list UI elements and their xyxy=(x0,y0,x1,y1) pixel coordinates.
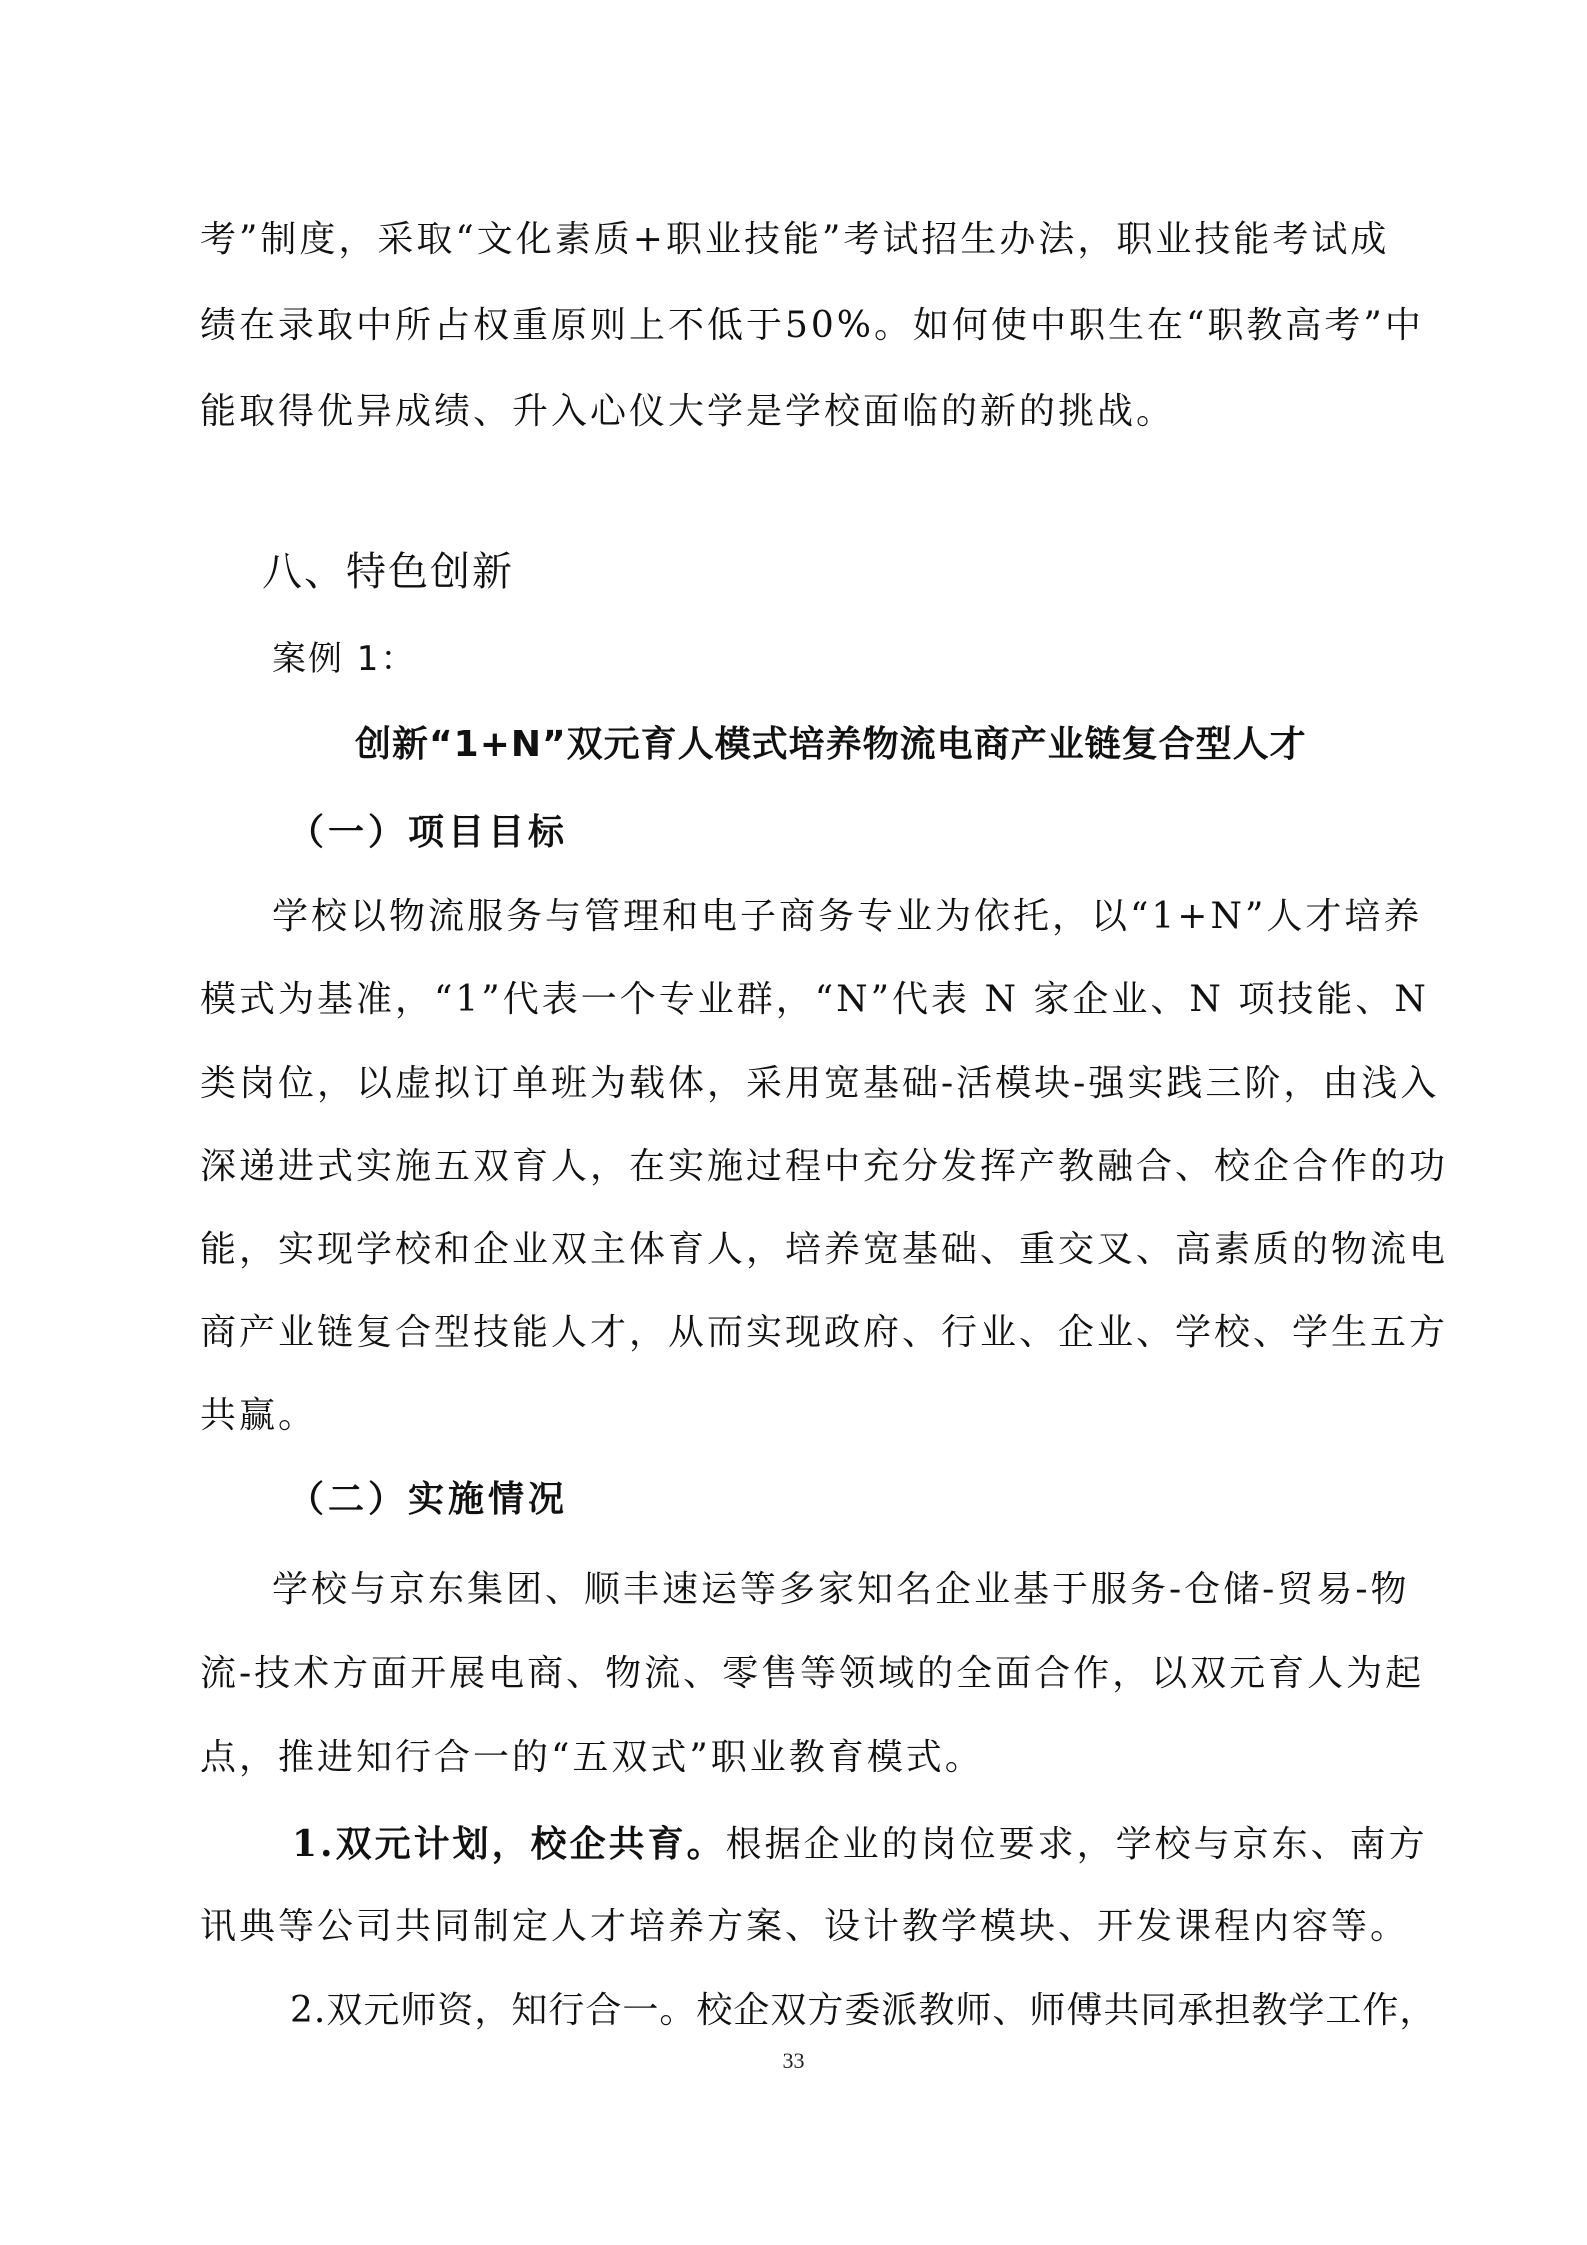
item-2-line-1: 2.双元师资，知行合一。校企双方委派教师、师傅共同承担教学工作， xyxy=(290,1990,1437,2031)
goal-heading: （一）项目目标 xyxy=(288,811,569,853)
intro-line-1: 考”制度，采取“文化素质+职业技能”考试招生办法，职业技能考试成 xyxy=(200,219,1390,260)
goal-line-6: 商产业链复合型技能人才，从而实现政府、行业、企业、学校、学生五方 xyxy=(200,1312,1449,1353)
goal-line-1: 学校以物流服务与管理和电子商务专业为依托，以“1+N”人才培养 xyxy=(272,896,1423,937)
intro-line-3: 能取得优异成绩、升入心仪大学是学校面临的新的挑战。 xyxy=(200,391,1176,432)
implementation-line-3: 点，推进知行合一的“五双式”职业教育模式。 xyxy=(200,1737,984,1778)
intro-line-2: 绩在录取中所占权重原则上不低于50%。如何使中职生在“职教高考”中 xyxy=(200,305,1424,346)
item-1-line-2: 讯典等公司共同制定人才培养方案、设计教学模块、开发课程内容等。 xyxy=(200,1906,1410,1947)
goal-line-7: 共赢。 xyxy=(200,1395,318,1436)
goal-line-3: 类岗位，以虚拟订单班为载体，采用宽基础-活模块-强实践三阶，由浅入 xyxy=(200,1063,1440,1104)
item-1-text: 根据企业的岗位要求，学校与京东、南方 xyxy=(725,1824,1428,1865)
case-label: 案例 1： xyxy=(272,639,417,679)
implementation-line-1: 学校与京东集团、顺丰速运等多家知名企业基于服务-仓储-贸易-物 xyxy=(272,1569,1410,1610)
case-title: 创新“1+N”双元育人模式培养物流电商产业链复合型人才 xyxy=(355,724,1307,765)
goal-line-2: 模式为基准，“1”代表一个专业群，“N”代表 N 家企业、N 项技能、N xyxy=(200,979,1429,1020)
implementation-line-2: 流-技术方面开展电商、物流、零售等领域的全面合作，以双元育人为起 xyxy=(200,1653,1425,1694)
page-number: 33 xyxy=(782,2048,805,2073)
item-1-lead: 1.双元计划，校企共育。 xyxy=(292,1823,726,1865)
section-title: 八、特色创新 xyxy=(262,549,514,595)
item-1-line-1 xyxy=(292,1820,1428,1869)
goal-line-5: 能，实现学校和企业双主体育人，培养宽基础、重交叉、高素质的物流电 xyxy=(200,1229,1449,1270)
goal-line-4: 深递进式实施五双育人，在实施过程中充分发挥产教融合、校企合作的功 xyxy=(200,1146,1449,1187)
implementation-heading: （二）实施情况 xyxy=(288,1478,569,1520)
